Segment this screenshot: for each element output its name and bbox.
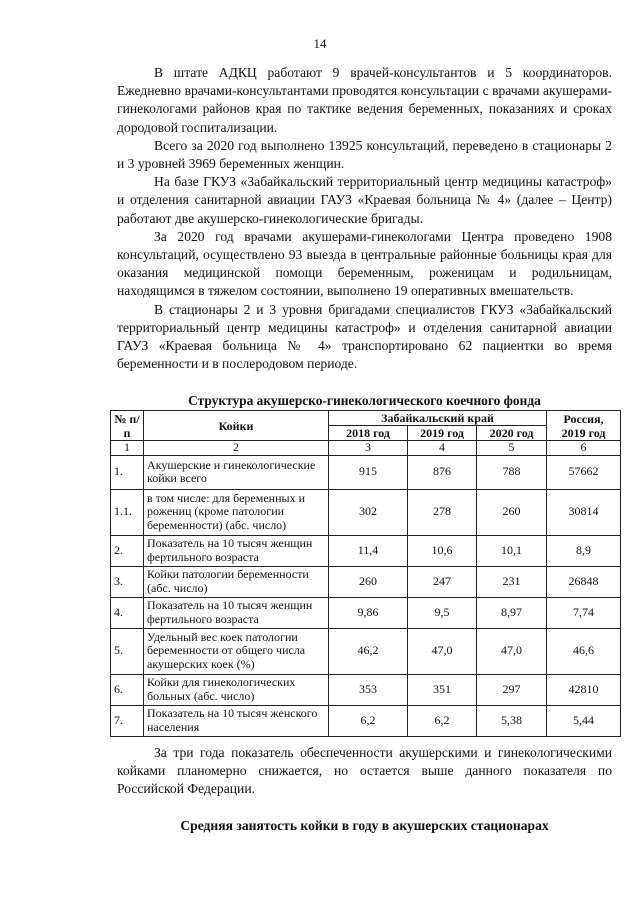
table-row (111, 628, 621, 674)
table-header-row (111, 411, 621, 426)
row-number: 2. (111, 535, 144, 566)
header-region: Забайкальский край (329, 411, 547, 426)
paragraph-brigades: На базе ГКУЗ «Забайкальский территориальный центр медицины катастроф» и отделения санитарной авиации ГАУЗ «Краевая больница № 4» (далее – Центр) работают две акушерско-гинекологические бригады. (117, 174, 612, 226)
value-russia: 46,6 (547, 628, 621, 674)
paragraph-transported: В стационары 2 и 3 уровня бригадами специалистов ГКУЗ «Забайкальский территориальный центр медицины катастроф» и отделения санитарной авиации ГАУЗ «Краевая больница № 4» транспортировано 62 пациентки во время беременности и в послеродовом периоде. (117, 301, 612, 372)
value-2018: 6,2 (329, 705, 408, 736)
table-row (111, 455, 621, 489)
column-number: 3 (329, 441, 408, 456)
row-number: 4. (111, 597, 144, 628)
header-2018: 2018 год (329, 426, 408, 441)
column-number: 2 (144, 441, 329, 456)
table-title: Структура акушерско-гинекологического коечного фонда (188, 393, 541, 408)
value-2019: 278 (408, 489, 477, 535)
row-label: Показатель на 10 тысяч женского населения (144, 705, 329, 736)
body-text (117, 64, 612, 373)
bed-fund-table (110, 410, 621, 737)
value-2019: 9,5 (408, 597, 477, 628)
table-row (111, 489, 621, 535)
value-2020: 260 (477, 489, 547, 535)
row-label: Койки для гинекологических больных (абс. число) (144, 674, 329, 705)
value-2020: 47,0 (477, 628, 547, 674)
value-2020: 10,1 (477, 535, 547, 566)
value-russia: 26848 (547, 566, 621, 597)
value-russia: 8,9 (547, 535, 621, 566)
row-number: 6. (111, 674, 144, 705)
value-2018: 915 (329, 455, 408, 489)
header-beds: Койки (144, 411, 329, 441)
value-2018: 260 (329, 566, 408, 597)
value-2020: 5,38 (477, 705, 547, 736)
table-row (111, 674, 621, 705)
value-2019: 247 (408, 566, 477, 597)
value-2018: 46,2 (329, 628, 408, 674)
paragraph-center-results: За 2020 год врачами акушерами-гинекологами Центра проведено 1908 консультаций, осуществлено 93 выезда в центральные районные больницы края для оказания медицинской помощи беременным, роженицам и родильницам, находящимся в тяжелом состоянии, выполнено 19 оперативных вмешательств. (117, 228, 612, 299)
table-row (111, 535, 621, 566)
value-russia: 57662 (547, 455, 621, 489)
value-2020: 231 (477, 566, 547, 597)
row-label: Койки патологии беременности (абс. число) (144, 566, 329, 597)
section-heading: Средняя занятость койки в году в акушерских стационарах (180, 818, 549, 833)
value-2020: 788 (477, 455, 547, 489)
value-2019: 876 (408, 455, 477, 489)
value-2020: 8,97 (477, 597, 547, 628)
column-number: 6 (547, 441, 621, 456)
header-num: № п/п (111, 411, 144, 441)
value-2018: 9,86 (329, 597, 408, 628)
column-number: 5 (477, 441, 547, 456)
row-label: в том числе: для беременных и рожениц (кроме патологии беременности) (абс. число) (144, 489, 329, 535)
value-2019: 6,2 (408, 705, 477, 736)
column-number: 1 (111, 441, 144, 456)
row-number: 1. (111, 455, 144, 489)
column-number: 4 (408, 441, 477, 456)
row-label: Показатель на 10 тысяч женщин фертильного возраста (144, 535, 329, 566)
value-2018: 302 (329, 489, 408, 535)
value-2019: 47,0 (408, 628, 477, 674)
paragraph-conclusion: За три года показатель обеспеченности акушерскими и гинекологическими койками планомерно снижается, но остается выше данного показателя по Российской Федерации. (117, 745, 612, 797)
value-russia: 42810 (547, 674, 621, 705)
row-number: 1.1. (111, 489, 144, 535)
value-russia: 5,44 (547, 705, 621, 736)
header-2019: 2019 год (408, 426, 477, 441)
value-2018: 11,4 (329, 535, 408, 566)
page-number: 14 (313, 36, 327, 51)
conclusion-block (117, 744, 612, 799)
value-2020: 297 (477, 674, 547, 705)
header-2020: 2020 год (477, 426, 547, 441)
table-row (111, 597, 621, 628)
value-2018: 353 (329, 674, 408, 705)
row-label: Акушерские и гинекологические койки всего (144, 455, 329, 489)
header-russia: Россия, 2019 год (547, 411, 621, 441)
row-label: Удельный вес коек патологии беременности от общего числа акушерских коек (%) (144, 628, 329, 674)
value-2019: 351 (408, 674, 477, 705)
paragraph-consultants: В штате АДКЦ работают 9 врачей-консультантов и 5 координаторов. Ежедневно врачами-консультантами проводятся консультации с врачами акушерами-гинекологами районов края по тактике ведения беременных, показаниях и сроках дородовой госпитализации. (117, 65, 612, 135)
table-row (111, 566, 621, 597)
paragraph-consultations-2020: Всего за 2020 год выполнено 13925 консультаций, переведено в стационары 2 и 3 уровней 3969 беременных женщин. (117, 137, 612, 172)
row-label: Показатель на 10 тысяч женщин фертильного возраста (144, 597, 329, 628)
value-2019: 10,6 (408, 535, 477, 566)
value-russia: 30814 (547, 489, 621, 535)
value-russia: 7,74 (547, 597, 621, 628)
row-number: 5. (111, 628, 144, 674)
row-number: 7. (111, 705, 144, 736)
row-number: 3. (111, 566, 144, 597)
column-numbers-row (111, 441, 621, 456)
table-row (111, 705, 621, 736)
